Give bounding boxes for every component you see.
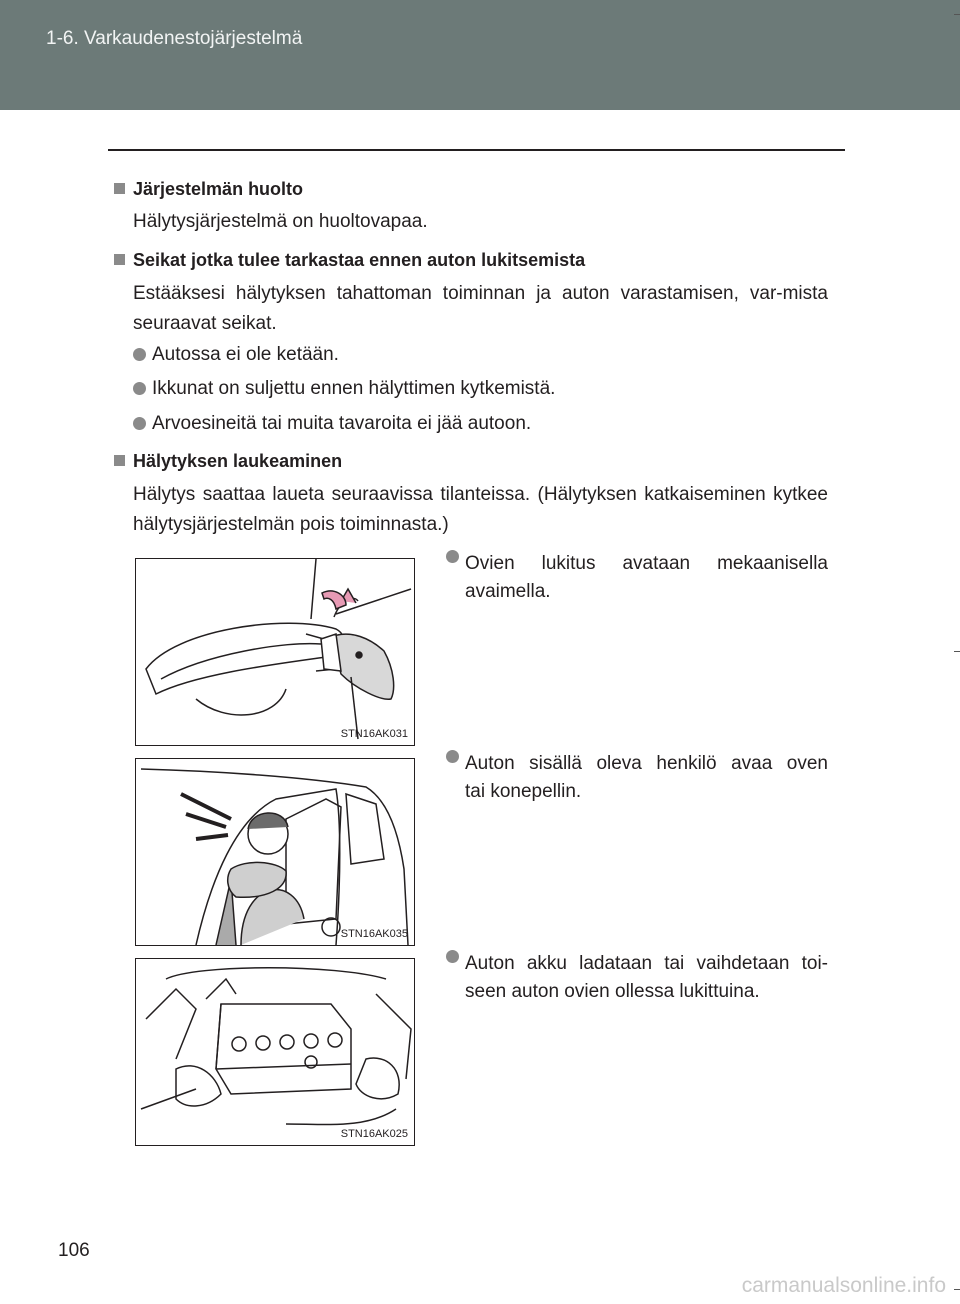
- square-bullet-icon: [114, 183, 125, 194]
- figure-caption: Ovien lukitus avataan mekaanisella avaimella.: [446, 550, 828, 606]
- person-in-car-icon: [136, 759, 414, 945]
- square-bullet-icon: [114, 254, 125, 265]
- bullet-icon: [446, 550, 459, 563]
- door-key-icon: [136, 559, 414, 745]
- bullet-icon: [133, 417, 146, 430]
- figure-caption: Auton akku ladataan tai vaihdetaan toi- seen auton ovien ollessa lukittuina.: [446, 950, 828, 1006]
- heading-triggering: Hälytyksen laukeaminen: [114, 450, 342, 472]
- section-title: 1-6. Varkaudenestojärjestelmä: [46, 28, 303, 49]
- bullet-icon: [133, 348, 146, 361]
- heading-maintenance: Järjestelmän huolto: [114, 178, 303, 200]
- square-bullet-icon: [114, 455, 125, 466]
- page-header: [0, 0, 960, 110]
- figure-code: STN16AK035: [340, 928, 408, 940]
- heading-checks: Seikat jotka tulee tarkastaa ennen auton lukitsemista: [114, 249, 585, 271]
- list-item: Autossa ei ole ketään.: [133, 340, 339, 370]
- paragraph: Hälytysjärjestelmä on huoltovapaa.: [133, 211, 428, 232]
- figure-battery: [135, 958, 415, 1146]
- watermark: carmanualsonline.info: [741, 1274, 946, 1297]
- page-number: 106: [58, 1240, 90, 1261]
- figure-person-in-car: [135, 758, 415, 946]
- battery-icon: [136, 959, 414, 1145]
- figure-code: STN16AK031: [340, 728, 408, 740]
- figure-code: STN16AK025: [340, 1128, 408, 1140]
- figure-door-key: [135, 558, 415, 746]
- paragraph: Estääksesi hälytyksen tahattoman toiminnan ja auton varastamisen, var-mista seuraavat seikat.: [133, 283, 828, 334]
- list-item: Ikkunat on suljettu ennen hälyttimen kytkemistä.: [133, 374, 555, 404]
- bullet-icon: [133, 382, 146, 395]
- divider: [108, 149, 845, 151]
- list-item: Arvoesineitä tai muita tavaroita ei jää autoon.: [133, 409, 531, 439]
- crop-mark: [954, 651, 960, 652]
- figure-caption: Auton sisällä oleva henkilö avaa oven tai konepellin.: [446, 750, 828, 806]
- bullet-icon: [446, 750, 459, 763]
- bullet-icon: [446, 950, 459, 963]
- crop-mark: [954, 1289, 960, 1290]
- crop-mark: [954, 14, 960, 15]
- paragraph: Hälytys saattaa laueta seuraavissa tilanteissa. (Hälytyksen katkaiseminen kytkee hälytysjärjestelmän pois toiminnasta.): [133, 484, 828, 535]
